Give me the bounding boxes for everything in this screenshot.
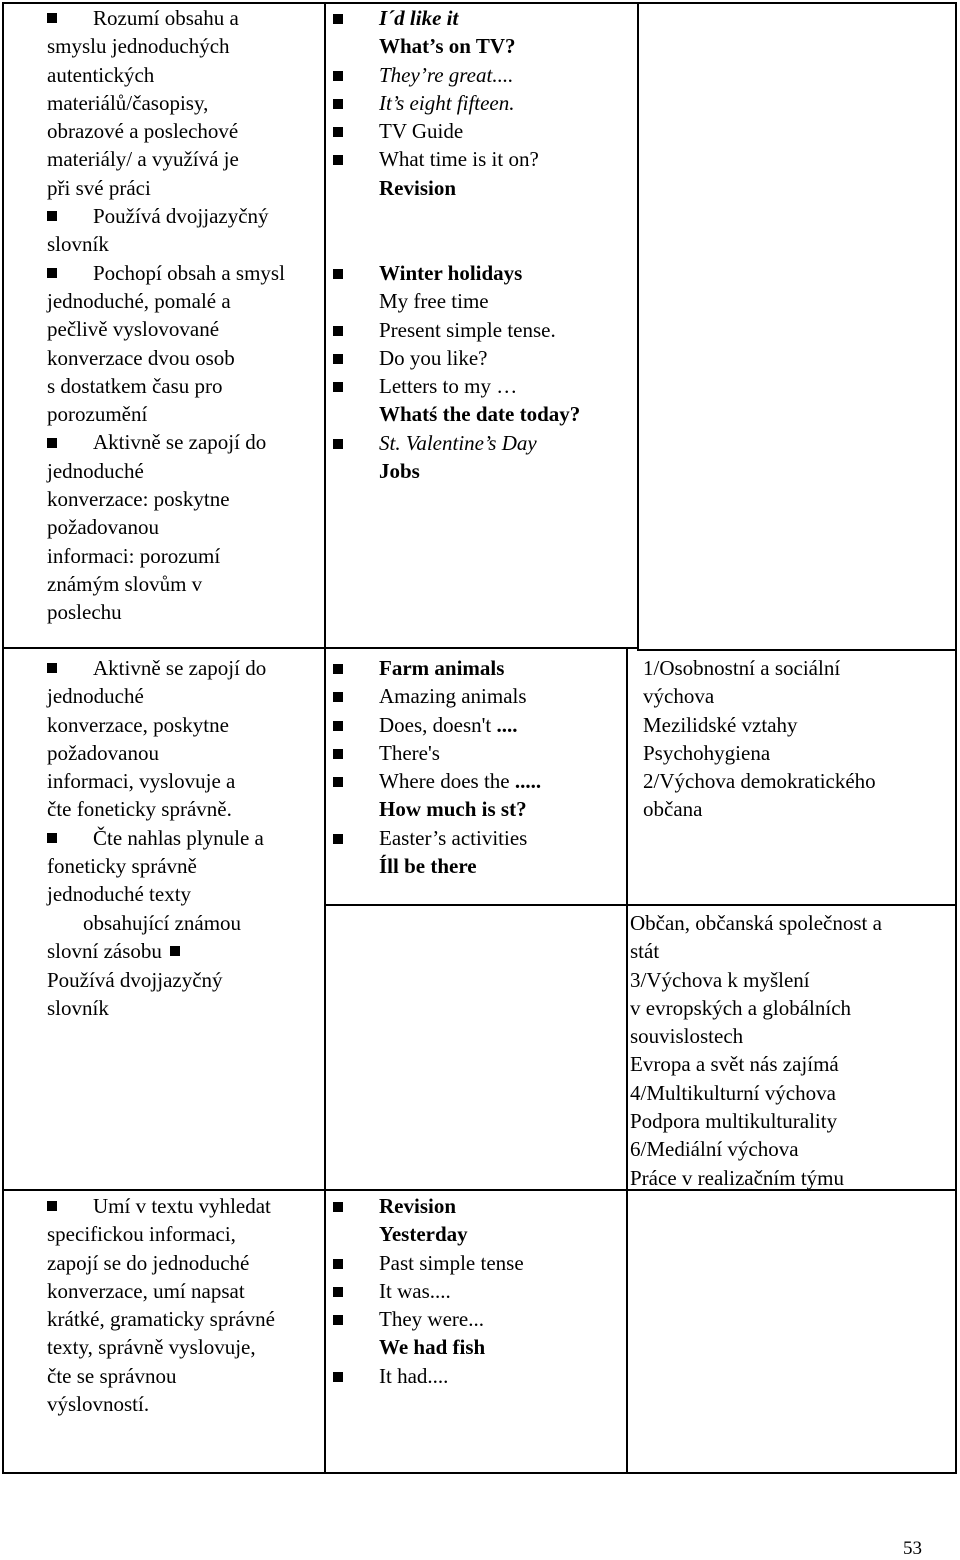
topic-label: Where does the ..... — [379, 769, 542, 794]
text-line — [47, 400, 285, 428]
text-line: Mezilidské vztahy — [643, 712, 798, 737]
text-line — [47, 513, 285, 541]
text-line-content: informaci: porozumí — [47, 543, 221, 568]
bullet-square-icon — [333, 777, 343, 787]
text-line — [47, 1192, 275, 1220]
text-line — [47, 711, 266, 739]
text-line-content: čte foneticky správně. — [47, 797, 232, 822]
column-divider-1 — [324, 2, 326, 1474]
topic-label: Present simple tense. — [379, 317, 556, 342]
text-line — [47, 937, 241, 965]
topic-label: Íll be there — [379, 854, 477, 879]
row2-col3-crosscurricular — [643, 654, 876, 824]
column-divider-2b — [626, 649, 628, 1474]
text-line-content: slovník — [47, 232, 109, 257]
text-line: Evropa a svět nás zajímá — [630, 1052, 839, 1077]
text-line-content: krátké, gramaticky správné — [47, 1307, 275, 1332]
bullet-square-icon — [333, 1202, 343, 1212]
bullet-square-icon — [333, 382, 343, 392]
text-line — [47, 682, 266, 710]
text-line — [47, 174, 285, 202]
text-line — [47, 32, 285, 60]
bullet-square-icon — [333, 749, 343, 759]
topic-label: Does, doesn't .... — [379, 712, 518, 737]
text-line — [47, 230, 285, 258]
column-divider-2a — [637, 2, 639, 649]
text-line-content: výslovností. — [47, 1392, 150, 1417]
topic-label: Yesterday — [379, 1222, 468, 1247]
text-line-content: konverzace: poskytne — [47, 487, 230, 512]
text-line-content: foneticky správně — [47, 854, 197, 879]
text-line-content: poslechu — [47, 600, 122, 625]
text-line-content: s dostatkem času pro — [47, 373, 223, 398]
bullet-square-icon — [333, 155, 343, 165]
bullet-square-icon — [47, 438, 57, 448]
topic-label: It’s eight fifteen. — [379, 90, 515, 115]
text-line — [47, 1333, 275, 1361]
bullet-square-icon — [333, 721, 343, 731]
text-line — [47, 259, 285, 287]
row1-col1-cell — [47, 4, 285, 627]
text-line — [47, 1249, 275, 1277]
bullet-square-icon — [47, 833, 57, 843]
bullet-square-icon — [333, 834, 343, 844]
text-line — [47, 315, 285, 343]
topic-label: Farm animals — [379, 656, 505, 680]
topic-label: Past simple tense — [379, 1250, 524, 1275]
text-line — [47, 202, 285, 230]
text-line-content: jednoduché, pomalé a — [47, 288, 231, 313]
bullet-square-icon — [47, 268, 57, 278]
text-line-content: autentických — [47, 62, 155, 87]
bullet-square-icon — [333, 99, 343, 109]
text-line — [47, 1305, 275, 1333]
text-line-content: čte se správnou — [47, 1363, 177, 1388]
text-line — [47, 824, 266, 852]
topic-label-suffix: ? — [569, 402, 581, 427]
text-line: 2/Výchova demokratického — [643, 769, 876, 794]
row2-col1-cell-continued — [47, 909, 241, 1022]
text-line — [47, 457, 285, 485]
text-line — [47, 909, 241, 937]
text-line-content: požadovanou — [47, 740, 159, 765]
text-line — [47, 767, 266, 795]
text-line-content: Aktivně se zapojí do — [93, 430, 267, 455]
text-line-content: porozumění — [47, 402, 148, 427]
topic-label: We had fish — [379, 1335, 486, 1360]
text-line-content: Používá dvojjazyčný — [47, 967, 223, 992]
text-line — [47, 287, 285, 315]
topic-label: Do you like? — [379, 345, 488, 370]
bullet-square-icon — [47, 663, 57, 673]
text-line — [47, 542, 285, 570]
text-line — [47, 654, 266, 682]
text-line-content: pečlivě vyslovované — [47, 317, 220, 342]
text-line-content: Pochopí obsah a smysl — [93, 260, 285, 285]
bullet-square-icon — [170, 946, 180, 956]
topic-label-suffix: .... — [496, 712, 518, 737]
row-divider-1-col3 — [637, 649, 957, 651]
text-line — [47, 1277, 275, 1305]
text-line-content: Rozumí obsahu a — [93, 6, 239, 30]
text-line-content: při své práci — [47, 175, 151, 200]
text-line — [47, 428, 285, 456]
topic-label: How much is st? — [379, 797, 527, 822]
topic-label: It was.... — [379, 1278, 451, 1303]
text-line-content: materiálů/časopisy, — [47, 90, 209, 115]
text-line: Psychohygiena — [643, 740, 771, 765]
text-line-content: Umí v textu vyhledat — [93, 1194, 271, 1218]
text-line: výchova — [643, 684, 715, 709]
topic-label: Revision — [379, 175, 457, 200]
text-line-content: konverzace dvou osob — [47, 345, 235, 370]
text-line — [47, 89, 285, 117]
row2-col1-cell — [47, 654, 266, 909]
text-line-content: konverzace, umí napsat — [47, 1278, 245, 1303]
table-border-right — [955, 2, 957, 1474]
text-line — [47, 852, 266, 880]
topic-label: It had.... — [379, 1363, 449, 1388]
text-line-content: jednoduché — [47, 684, 144, 709]
text-line — [47, 372, 285, 400]
row-divider-2 — [324, 904, 957, 906]
topic-label: I´d like it — [379, 6, 459, 30]
table-border-left — [2, 2, 4, 1474]
text-line — [47, 61, 285, 89]
text-line: 1/Osobnostní a sociální — [643, 656, 841, 680]
text-line-content: Čte nahlas plynule a — [93, 825, 264, 850]
text-line — [47, 795, 266, 823]
text-line-content: jednoduché — [47, 458, 144, 483]
text-line-content: obrazové a poslechové — [47, 119, 239, 144]
text-line-content: jednoduché texty — [47, 882, 192, 907]
text-line: 6/Mediální výchova — [630, 1137, 799, 1162]
topic-label: Revision — [379, 1194, 457, 1218]
text-line — [47, 966, 241, 994]
row-divider-1-col1 — [2, 647, 326, 649]
text-line — [47, 739, 266, 767]
text-line: v evropských a globálních — [630, 995, 852, 1020]
text-line-content: slovník — [47, 995, 109, 1020]
page-number: 53 — [903, 1538, 922, 1559]
text-line — [47, 344, 285, 372]
bullet-square-icon — [47, 211, 57, 221]
topic-label: They were... — [379, 1307, 484, 1332]
table-border-bottom — [2, 1472, 957, 1474]
bullet-square-icon — [333, 1287, 343, 1297]
text-line-content: smyslu jednoduchých — [47, 34, 230, 59]
topic-label: Winter holidays — [379, 261, 523, 285]
topic-label: Amazing animals — [379, 684, 527, 709]
text-line-content: materiály/ a využívá je — [47, 147, 239, 172]
text-line: Podpora multikulturality — [630, 1109, 838, 1134]
bullet-square-icon — [333, 1259, 343, 1269]
bullet-square-icon — [333, 664, 343, 674]
bullet-square-icon — [333, 269, 343, 279]
topic-label: Whatś the date today? — [379, 402, 581, 427]
text-line: souvislostech — [630, 1024, 744, 1049]
text-line-content: informaci, vyslovuje a — [47, 769, 236, 794]
text-line-content: požadovanou — [47, 515, 159, 540]
topic-label: TV Guide — [379, 119, 464, 144]
text-line — [47, 485, 285, 513]
text-line-content: Aktivně se zapojí do — [93, 656, 267, 680]
text-line — [47, 994, 241, 1022]
text-line: stát — [630, 939, 660, 964]
topic-label-suffix: ..... — [514, 769, 542, 794]
row4-col1-cell — [47, 1192, 275, 1418]
topic-label: Easter’s activities — [379, 825, 528, 850]
text-line — [47, 570, 285, 598]
text-line-content: obsahující známou — [83, 911, 242, 935]
bullet-square-icon — [333, 14, 343, 24]
text-line: 4/Multikulturní výchova — [630, 1080, 836, 1105]
text-line — [47, 880, 266, 908]
text-line: občana — [643, 797, 703, 822]
text-line: Občan, občanská společnost a — [630, 911, 882, 935]
topic-label: What time is it on? — [379, 147, 539, 172]
topic-label: Jobs — [379, 459, 420, 484]
text-line — [47, 4, 285, 32]
text-line-content: známým slovům v — [47, 571, 203, 596]
text-line-content: Používá dvojjazyčný — [93, 204, 269, 229]
text-line-content: specifickou informaci, — [47, 1222, 236, 1247]
text-line — [47, 1220, 275, 1248]
text-line-content: konverzace, poskytne — [47, 712, 229, 737]
row-divider-1-col2 — [324, 647, 639, 649]
bullet-square-icon — [333, 71, 343, 81]
bullet-square-icon — [333, 326, 343, 336]
bullet-square-icon — [333, 692, 343, 702]
bullet-square-icon — [333, 1372, 343, 1382]
topic-label: Letters to my … — [379, 374, 518, 399]
bullet-square-icon — [47, 1201, 57, 1211]
topic-label: What’s on TV? — [379, 34, 516, 59]
bullet-square-icon — [47, 13, 57, 23]
topic-label: My free time — [379, 289, 489, 314]
topic-label: St. Valentine’s Day — [379, 430, 537, 455]
bullet-square-icon — [333, 127, 343, 137]
text-line-content: slovní zásobu — [47, 939, 162, 964]
topic-label: There's — [379, 740, 440, 765]
text-line — [47, 145, 285, 173]
text-line — [47, 1390, 275, 1418]
bullet-square-icon — [333, 1315, 343, 1325]
bullet-square-icon — [333, 439, 343, 449]
bullet-square-icon — [333, 354, 343, 364]
text-line: 3/Výchova k myšlení — [630, 967, 810, 992]
text-line: Práce v realizačním týmu — [630, 1165, 844, 1190]
text-line-content: texty, správně vyslovuje, — [47, 1335, 256, 1360]
text-line — [47, 598, 285, 626]
topic-label: They’re great.... — [379, 62, 514, 87]
row3-col3-crosscurricular — [630, 909, 882, 1192]
text-line — [47, 1362, 275, 1390]
text-line — [47, 117, 285, 145]
text-line-content: zapojí se do jednoduché — [47, 1250, 250, 1275]
